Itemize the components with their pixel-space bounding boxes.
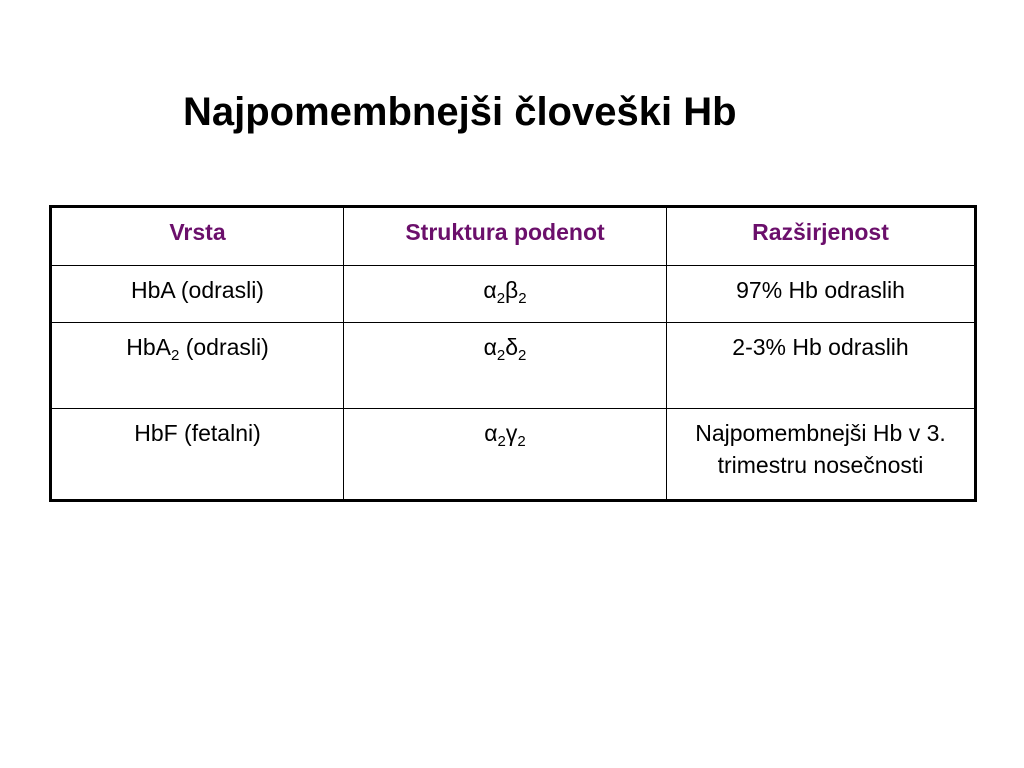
type-main: HbF xyxy=(134,420,178,446)
table-row xyxy=(51,409,976,501)
cell-type xyxy=(51,266,344,323)
hemoglobin-table xyxy=(49,205,977,502)
table-row xyxy=(51,266,976,323)
header-type: Vrsta xyxy=(51,207,344,266)
subunit-count: 2 xyxy=(496,347,506,364)
cell-structure xyxy=(344,266,667,323)
table-row xyxy=(51,323,976,409)
subunit-count: 2 xyxy=(518,347,527,364)
cell-type xyxy=(51,409,344,501)
subunit-symbol: α xyxy=(484,420,498,446)
cell-prevalence: 97% Hb odraslih xyxy=(667,266,976,323)
subunit-symbol: α xyxy=(483,334,497,360)
slide-title: Najpomembnejši človeški Hb xyxy=(183,90,737,134)
cell-type xyxy=(51,323,344,409)
subunit-count: 2 xyxy=(518,290,527,307)
cell-structure xyxy=(344,323,667,409)
type-main: HbA xyxy=(131,277,175,303)
type-rest: (odrasli) xyxy=(179,334,269,360)
header-prevalence: Razširjenost xyxy=(667,207,976,266)
subunit-symbol: γ xyxy=(505,420,518,446)
type-subscript: 2 xyxy=(170,347,180,364)
subunit-count: 2 xyxy=(497,433,506,450)
subunit-symbol: δ xyxy=(505,334,519,360)
cell-prevalence: 2-3% Hb odraslih xyxy=(667,323,976,409)
cell-structure xyxy=(344,409,667,501)
subunit-symbol: β xyxy=(505,277,519,303)
header-subunit-structure: Struktura podenot xyxy=(344,207,667,266)
subunit-symbol: α xyxy=(483,277,497,303)
type-main: HbA xyxy=(126,334,171,360)
type-rest: (odrasli) xyxy=(174,277,264,303)
table-header-row xyxy=(51,207,976,266)
cell-prevalence: Najpomembnejši Hb v 3. trimestru nosečnosti xyxy=(667,409,976,501)
subunit-count: 2 xyxy=(496,290,506,307)
type-rest: (fetalni) xyxy=(177,420,261,446)
subunit-count: 2 xyxy=(517,433,526,450)
